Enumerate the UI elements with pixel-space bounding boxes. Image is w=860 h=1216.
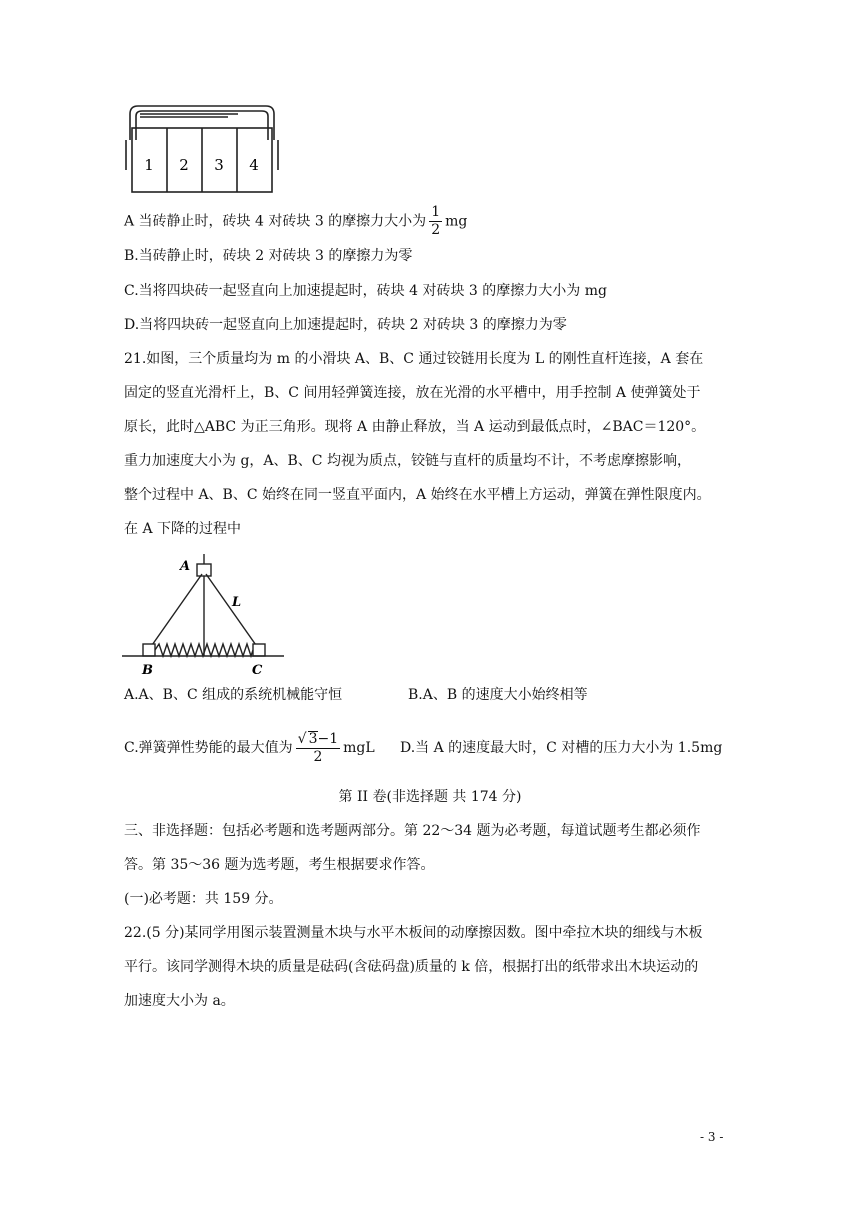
triangle-spring-figure [118,552,288,678]
q20-option-d: D.当将四块砖一起竖直向上加速提起时，砖块 2 对砖块 3 的摩擦力为零 [124,317,567,333]
fraction-denominator: 2 [431,222,441,238]
q20-option-a-text: A 当砖静止时，砖块 4 对砖块 3 的摩擦力大小为 [124,213,427,230]
q21-line-1: 21.如图，三个质量均为 m 的小滑块 A、B、C 通过铰链用长度为 L 的刚性直杆连接，A 套在 [124,351,704,367]
q21-line-2: 固定的竖直光滑杆上，B、C 间用轻弹簧连接，放在光滑的水平槽中，用手控制 A 使弹簧处于 [124,385,701,401]
fraction-half [429,204,442,239]
fig-label-b: B [142,663,153,678]
fraction-numerator: 1 [431,204,441,220]
numerator-rest: −1 [317,730,339,747]
fraction-denominator: 2 [313,748,323,765]
q20-option-c: C.当将四块砖一起竖直向上加速提起时，砖块 4 对砖块 3 的摩擦力大小为 mg [124,283,607,299]
q21-line-3: 原长，此时△ABC 为正三角形。现将 A 由静止释放，当 A 运动到最低点时，∠BAC＝120°。 [124,419,706,435]
required-heading: (一)必考题：共 159 分。 [124,891,283,907]
part3-line-2: 答。第 35～36 题为选考题，考生根据要求作答。 [124,857,435,873]
brick-label-2: 2 [179,156,189,174]
fig-label-a: A [180,559,191,574]
brick-label-4: 4 [249,156,259,174]
brick-label-3: 3 [214,156,224,174]
q22-line-3: 加速度大小为 a。 [124,993,235,1009]
q21-option-b: B.A、B 的速度大小始终相等 [408,687,588,703]
q21-option-c-text: C.弹簧弹性势能的最大值为 [124,740,293,756]
q21-option-c-unit: mgL [343,740,375,756]
brick-label-1: 1 [144,156,154,174]
sqrt-radicand: 3 [308,730,318,747]
q20-option-b: B.当砖静止时，砖块 2 对砖块 3 的摩擦力为零 [124,248,413,264]
q22-line-2: 平行。该同学测得木块的质量是砝码(含砝码盘)质量的 k 倍，根据打出的纸带求出木块运动的 [124,959,699,975]
fig-label-l: L [232,595,242,610]
q20-option-a [124,204,467,238]
q21-line-6: 在 A 下降的过程中 [124,521,242,537]
part3-line-1: 三、非选择题：包括必考题和选考题两部分。第 22～34 题为必考题，每道试题考生都必须作 [124,823,701,839]
fig-label-c: C [252,663,263,678]
bricks-figure [118,100,288,196]
q21-option-d: D.当 A 的速度最大时，C 对槽的压力大小为 1.5mg [400,740,723,756]
q21-line-5: 整个过程中 A、B、C 始终在同一竖直平面内，A 始终在水平槽上方运动，弹簧在弹性限度内。 [124,487,711,503]
q21-option-c [124,726,375,770]
q21-option-a: A.A、B、C 组成的系统机械能守恒 [124,687,343,703]
q20-option-a-unit: mg [445,213,468,230]
fraction-numerator: √ 3−1 [297,730,339,747]
fraction-sqrt3-minus-1-over-2 [296,731,340,766]
q21-line-4: 重力加速度大小为 g，A、B、C 均视为质点，铰链与直杆的质量均不计，不考虑摩擦影响， [124,453,691,469]
page-number: - 3 - [700,1130,724,1144]
q22-line-1: 22.(5 分)某同学用图示装置测量木块与水平木板间的动摩擦因数。图中牵拉木块的细线与木板 [124,925,703,941]
section-title: 第 II 卷(非选择题 共 174 分) [338,789,522,805]
